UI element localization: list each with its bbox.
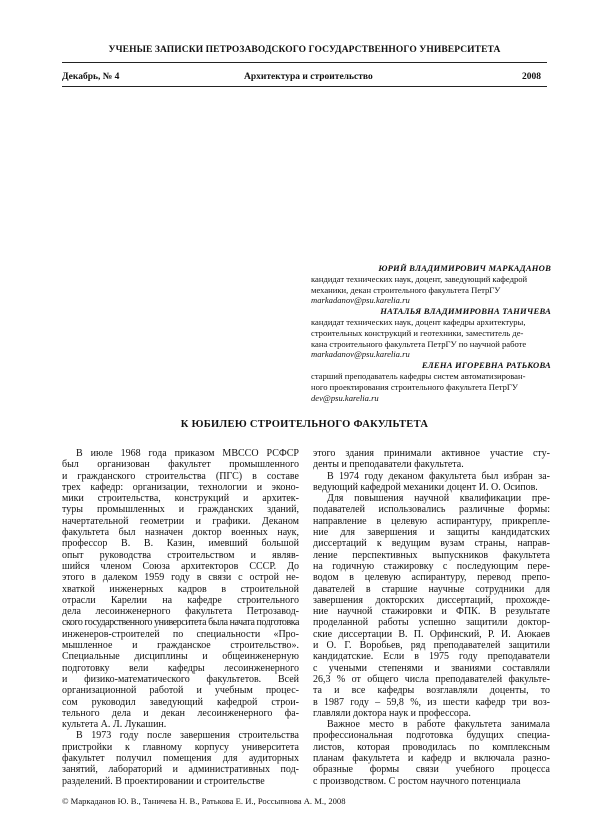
- body-text-line: кандидатские. Если в 1975 году преподаватели: [313, 651, 550, 663]
- author-name: ЮРИЙ ВЛАДИМИРОВИЧ МАРКАДАНОВ: [378, 263, 551, 273]
- author-block: [311, 263, 551, 403]
- author-email[interactable]: markadanov@psu.karelia.ru: [311, 295, 410, 306]
- body-text-line: подавателей использовались различные формы:: [313, 504, 550, 516]
- body-text-line: и гражданского строительства (ПГС) в составе: [62, 470, 299, 482]
- body-text-line: и О. Г. Воробьев, ряд преподавателей защитили: [313, 640, 550, 652]
- body-text-line: В июле 1968 года приказом МВССО РСФСР: [76, 448, 299, 459]
- body-text-line: факультет получил помещения для аудиторных: [62, 753, 299, 765]
- body-text-line: с производством. С ростом научного потенциала: [313, 775, 521, 787]
- author-affiliation-line: кана строительного факультета ПетрГУ по научной работе: [311, 338, 527, 349]
- author-affiliation-line: кандидат технических наук, доцент, заведующий кафедрой: [311, 273, 528, 284]
- body-text-line: факультета был назначен доктор военных наук,: [62, 527, 299, 539]
- body-text-line: сом руководил заведующий кафедрой строи-: [62, 696, 299, 708]
- body-text-line: на годичную стажировку с последующим пере-: [313, 560, 550, 572]
- body-text-line: диссертаций к ведущим вузам страны, направ-: [313, 538, 551, 550]
- author-email[interactable]: dev@psu.karelia.ru: [311, 392, 379, 403]
- body-text-line: мики строительства, конструкций и архитек-: [62, 493, 300, 505]
- body-text-line: этого в далеком 1959 году в связи с острой не-: [62, 572, 299, 584]
- body-text-line: проделанной работы успешно защитили доктор-: [313, 617, 550, 629]
- body-text-line: ление перспективных выпускников факультета: [313, 549, 550, 561]
- body-text-line: денты и преподаватели факультета.: [313, 459, 464, 471]
- body-text-line: та и все кафедры возглавляли доценты, то: [313, 685, 550, 697]
- issue-label: Декабрь, № 4: [62, 72, 120, 82]
- body-text-line: шийся членом Союза архитекторов СССР. До: [62, 560, 299, 572]
- author-affiliation-line: кандидат технических наук, доцент кафедры архитектуры,: [311, 316, 526, 327]
- body-text-line: подготовку вели кафедры лесоинженерного: [62, 662, 299, 674]
- body-text-line: профессор В. В. Казин, имевший большой: [62, 538, 299, 550]
- body-text-line: и физико-математического факультетов. Всей: [62, 673, 299, 685]
- author-name: ЕЛЕНА ИГОРЕВНА РАТЬКОВА: [421, 360, 551, 371]
- body-text-line: мышленное и гражданское строительство».: [62, 640, 299, 652]
- year-label: 2008: [522, 72, 541, 82]
- body-text-line: ние научной стажировки и ФПК. В результате: [313, 606, 550, 618]
- body-text-line: начертательной геометрии и графики. Деканом: [62, 515, 299, 527]
- author-affiliation-line: ного проектирования строительного факультета ПетрГУ: [311, 381, 518, 392]
- body-text-line: ведующий кафедрой механики доцент И. О. Осипов.: [313, 481, 538, 493]
- body-text-line: тельного дела и декан лесоинженерного фа-: [62, 707, 300, 719]
- body-text-line: инженеров-строителей по специальности «Про-: [62, 628, 299, 640]
- author-name: НАТАЛЬЯ ВЛАДИМИРОВНА ТАНИЧЕВА: [380, 306, 551, 317]
- section-label: Архитектура и строительство: [244, 72, 373, 82]
- body-text-line: пристройки к главному корпусу университета: [62, 741, 299, 753]
- body-text-line: планам факультета и кафедр и включала разно-: [313, 753, 550, 765]
- header-bottom-rule: [62, 86, 547, 87]
- body-text-line: дела лесоинженерного факультета Петрозавод-: [62, 606, 299, 618]
- body-text-line: отрасли Карелии на кафедре строительного: [62, 594, 300, 606]
- body-text-line: В 1973 году после завершения строительства: [76, 730, 299, 742]
- body-text-line: хваткой инженерных кадров в строительной: [62, 583, 299, 595]
- body-text-line: туры промышленных и гражданских зданий,: [62, 504, 299, 516]
- body-text-line: этого здания принимали активное участие сту-: [313, 448, 550, 459]
- body-text-line: ние для завершения и защиты кандидатских: [313, 527, 550, 539]
- copyright-line: © Маркаданов Ю. В., Таничева Н. В., Ратькова Е. И., Россыпнова А. М., 2008: [62, 796, 346, 806]
- journal-title: УЧЕНЫЕ ЗАПИСКИ ПЕТРОЗАВОДСКОГО ГОСУДАРСТВЕННОГО УНИВЕРСИТЕТА: [108, 45, 501, 55]
- body-text-line: направление в целевую аспирантуру, прикрепле-: [313, 515, 550, 527]
- body-text-line: с учеными степенями и званиями составляли: [313, 662, 550, 674]
- body-text-line: листов, которая проводилась по комплексным: [313, 741, 550, 753]
- author-affiliation-line: механики, декан строительного факультета ПетрГУ: [311, 284, 501, 295]
- article-title: К ЮБИЛЕЮ СТРОИТЕЛЬНОГО ФАКУЛЬТЕТА: [180, 419, 429, 430]
- body-text-line: давателей в старшие научные сотрудники для: [313, 583, 550, 595]
- body-text-line: В 1974 году деканом факультета был избран за-: [327, 470, 550, 482]
- body-text-line: ского государственного университета была начата подготовка: [62, 617, 300, 629]
- body-text-line: Для повышения научной квалификации пре-: [327, 493, 550, 505]
- body-text-line: занятий, лабораторий и административных под-: [62, 764, 299, 776]
- body-text-line: 26,3 % от общего числа преподавателей факульте-: [313, 673, 550, 685]
- author-affiliation-line: строительных конструкций и геотехники, заместитель де-: [311, 327, 524, 338]
- body-text-line: в 1987 году – 59,8 %, из шести кафедр три воз-: [313, 696, 550, 708]
- body-text-line: образные формы связи учебного процесса: [313, 764, 550, 776]
- header-top-rule: [62, 62, 547, 63]
- body-text-line: профессиональная подготовка будущих специа-: [313, 730, 550, 742]
- body-text-line: разделений. В проектировании и строительстве: [62, 775, 265, 787]
- body-text-line: Специальные дисциплины и общеинженерную: [62, 651, 300, 663]
- body-text-line: был организован факультет промышленного: [62, 459, 299, 471]
- author-affiliation-line: старший преподаватель кафедры систем автоматизирован-: [311, 370, 526, 381]
- author-email[interactable]: markadanov@psu.karelia.ru: [311, 349, 410, 360]
- body-text-line: организационной работой и учебным процес-: [62, 685, 299, 697]
- body-text-line: опыт руководства строительством и являв-: [62, 549, 299, 561]
- body-text-line: трех кафедр: организации, технологии и эконо-: [62, 481, 299, 493]
- body-text-line: водом в целевую аспирантуру, перевод препо-: [313, 572, 550, 584]
- body-text-line: завершения докторских диссертаций, прохожде-: [313, 594, 550, 606]
- body-text-line: ские диссертации В. П. Орфинский, Р. И. Аюкаев: [313, 628, 550, 640]
- body-text-line: культета А. Л. Лукашин.: [62, 719, 167, 731]
- left-column: [62, 448, 299, 787]
- body-text-line: Важное место в работе факультета занимала: [327, 719, 550, 731]
- right-column: [313, 448, 550, 787]
- body-text-line: главляли доктора наук и профессора.: [313, 707, 471, 719]
